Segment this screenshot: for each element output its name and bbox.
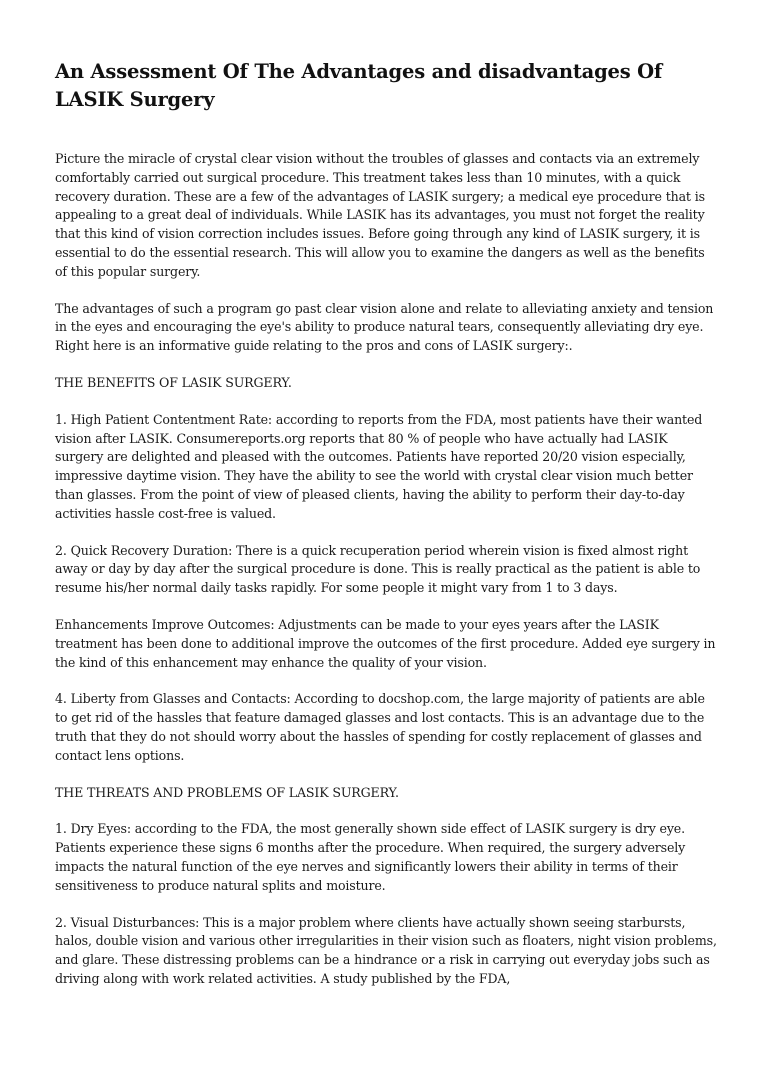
paragraph-intro: Picture the miracle of crystal clear vision without the troubles of glasses and contacts via an extremely comfortably carried out surgical procedure. This treatment takes less than 10 minutes, with a quick recovery duration. These are a few of the advantages of LASIK surgery; a medical eye procedure that is appealing to a great deal of individuals. While LASIK has its advantages, you must not forget the reality that this kind of vision correction includes issues. Before going through any kind of LASIK surgery, it is essential to do the essential research. This will allow you to examine the dangers as well as the benefits of this popular surgery.	[55, 151, 705, 279]
paragraph-advantages-overview: The advantages of such a program go past clear vision alone and relate to alleviating anxiety and tension in the eyes and encouraging the eye's ability to produce natural tears, consequently alleviating dry eye. Right here is an informative guide relating to the pros and cons of LASIK surgery:.	[55, 300, 714, 354]
paragraph-benefit-4: 4. Liberty from Glasses and Contacts: According to docshop.com, the large majority of patients are able to get rid of the hassles that feature damaged glasses and lost contacts. This is an advantage due to the truth that they do not should worry about the hassles of spending for costly replacement of glasses and contact lens options.	[55, 691, 705, 763]
paragraph-benefit-1: 1. High Patient Contentment Rate: according to reports from the FDA, most patients have their wanted vision after LASIK. Consumereports.org reports that 80 % of people who have actually had LASIK surgery are delighted and pleased with the outcomes. Patients have reported 20/20 vision especially, impressive daytime vision. They have the ability to see the world with crystal clear vision much better than glasses. From the point of view of pleased clients, having the ability to perform their day-to-day activities hassle cost-free is valued.	[55, 411, 703, 521]
section-heading-threats: THE THREATS AND PROBLEMS OF LASIK SURGERY.	[55, 784, 399, 800]
paragraph-benefit-enhancements: Enhancements Improve Outcomes: Adjustments can be made to your eyes years after the LASIK treatment has been done to additional improve the outcomes of the first procedure. Added eye surgery in the kind of this enhancement may enhance the quality of your vision.	[55, 616, 716, 670]
document-title: An Assessment Of The Advantages and disadvantages Of LASIK Surgery	[55, 60, 663, 111]
document-page	[55, 58, 717, 1007]
section-heading-benefits: THE BENEFITS OF LASIK SURGERY.	[55, 374, 292, 390]
paragraph-threat-1: 1. Dry Eyes: according to the FDA, the most generally shown side effect of LASIK surgery is dry eye. Patients experience these signs 6 months after the procedure. When required, the surgery adversely impacts the natural function of the eye nerves and significantly lowers their ability in terms of their sensitiveness to produce natural splits and moisture.	[55, 821, 686, 893]
paragraph-threat-2: 2. Visual Disturbances: This is a major problem where clients have actually shown seeing starbursts, halos, double vision and various other irregularities in their vision such as floaters, night vision problems, and glare. These distressing problems can be a hindrance or a risk in carrying out everyday jobs such as driving along with work related activities. A study published by the FDA,	[55, 914, 717, 986]
paragraph-benefit-2: 2. Quick Recovery Duration: There is a quick recuperation period wherein vision is fixed almost right away or day by day after the surgical procedure is done. This is really practical as the patient is able to resume his/her normal daily tasks rapidly. For some people it might vary from 1 to 3 days.	[55, 542, 701, 596]
